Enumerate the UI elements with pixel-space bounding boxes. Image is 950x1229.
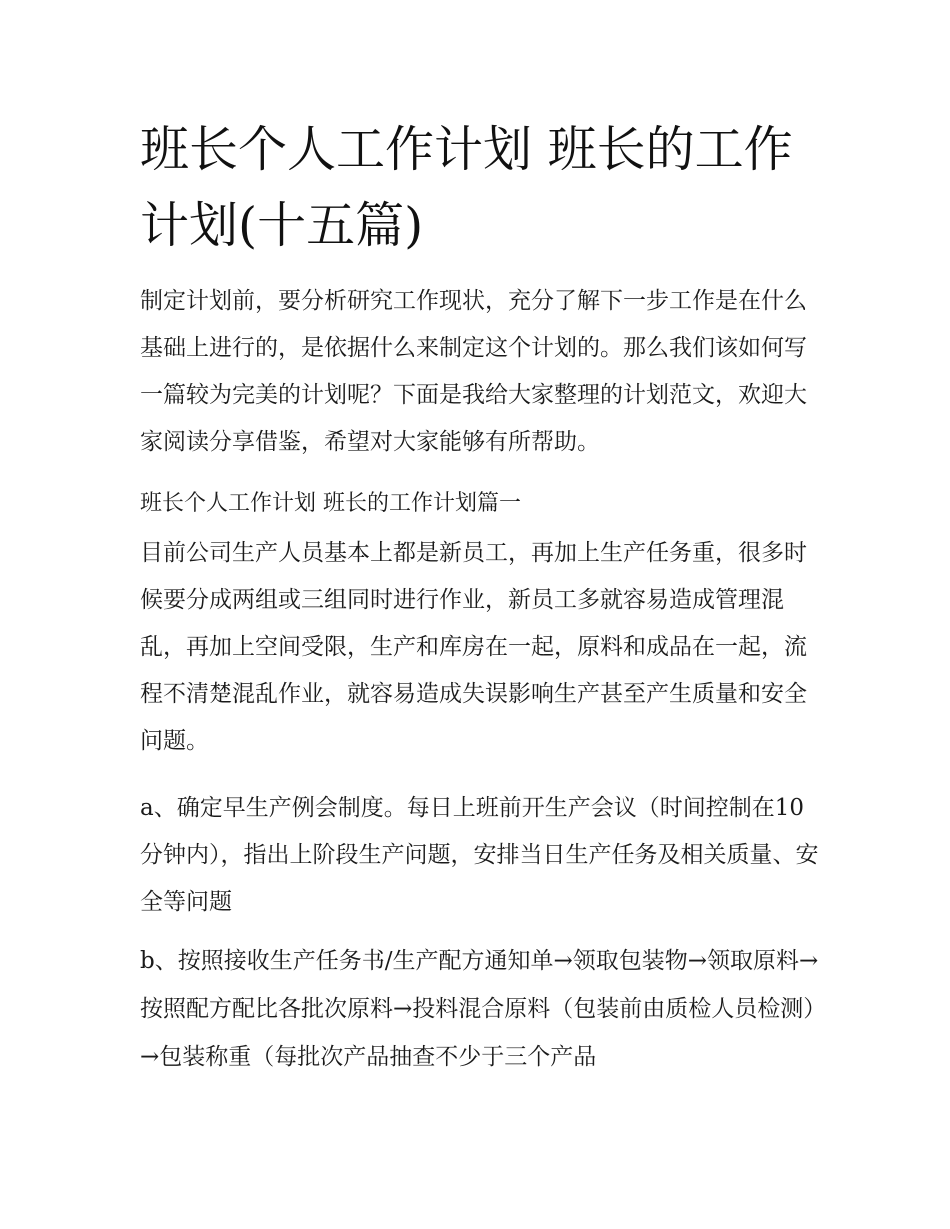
- list-item-a: a、确定早生产例会制度。每日上班前开生产会议（时间控制在10分钟内），指出上阶段生产问题，安排当日生产任务及相关质量、安全等问题: [140, 795, 819, 915]
- section-heading: 班长个人工作计划 班长的工作计划篇一: [140, 491, 521, 516]
- list-item-b: b、按照接收生产任务书/生产配方通知单→领取包装物→领取原料→按照配方配比各批次原料→投料混合原料（包装前由质检人员检测）→包装称重（每批次产品抽查不少于三个产品: [140, 948, 819, 1070]
- intro-paragraph: 制定计划前，要分析研究工作现状，充分了解下一步工作是在什么基础上进行的，是依据什么来制定这个计划的。那么我们该如何写一篇较为完美的计划呢？下面是我给大家整理的计划范文，欢迎大家阅读分享借鉴，希望对大家能够有所帮助。: [140, 288, 807, 455]
- body-paragraph: 目前公司生产人员基本上都是新员工，再加上生产任务重，很多时候要分成两组或三组同时进行作业，新员工多就容易造成管理混乱，再加上空间受限，生产和库房在一起，原料和成品在一起，流程不清楚混乱作业，就容易造成失误影响生产甚至产生质量和安全问题。: [140, 540, 807, 754]
- document-title: 班长个人工作计划 班长的工作计划(十五篇): [140, 121, 793, 254]
